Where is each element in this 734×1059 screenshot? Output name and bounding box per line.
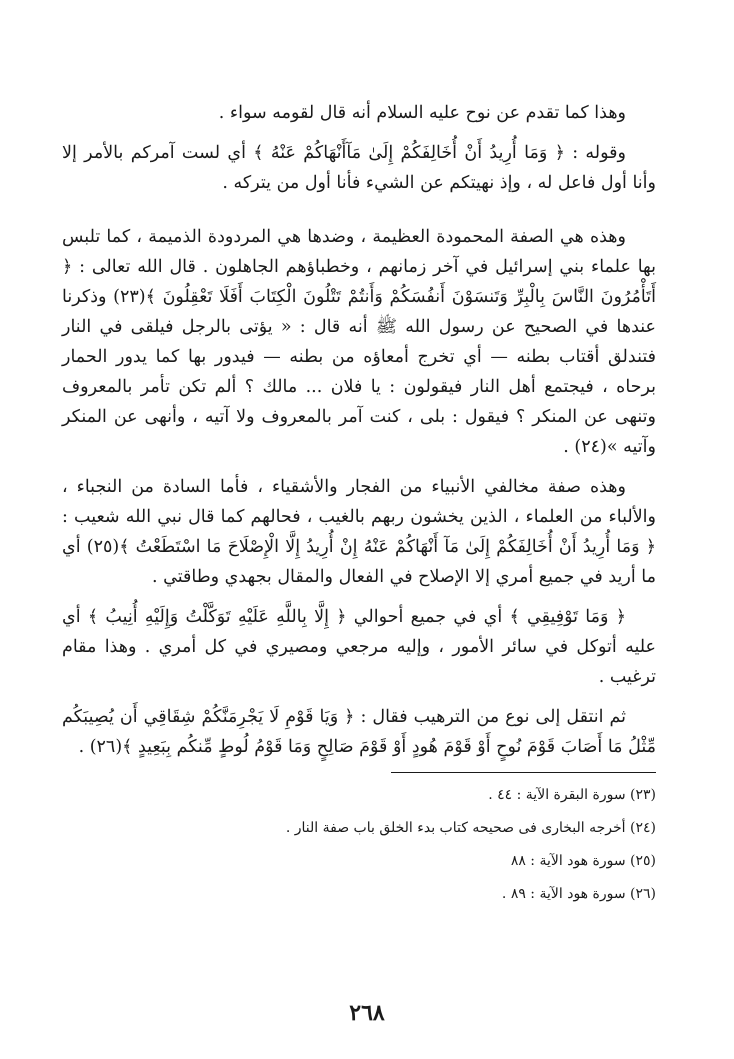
body-text <box>62 98 656 762</box>
page-number: ٢٦٨ <box>349 1000 385 1026</box>
footnote-24: (٢٤) أخرجه البخارى فى صحيحه كتاب بدء الخلق باب صفة النار . <box>285 820 656 836</box>
footnote-23: (٢٣) سورة البقرة الآية : ٤٤ . <box>488 787 656 803</box>
paragraph-2: وقوله : ﴿ وَمَا أُرِيدُ أَنْ أُخَالِفَكُمْ إِلَىٰ مَآأَنْهَاكُمْ عَنْهُ ﴾ أي لست آمركم بالأمر إلا وأنا أول فاعل له ، وإذ نهيتكم عن الشيء فأنا أول من يتركه . <box>62 143 656 193</box>
paragraph-1: وهذا كما تقدم عن نوح عليه السلام أنه قال لقومه سواء . <box>218 103 626 123</box>
footnote-25: (٢٥) سورة هود الآية : ٨٨ <box>510 853 656 869</box>
paragraph-4: وهذه صفة مخالفي الأنبياء من الفجار والأشقياء ، فأما السادة من النجباء ، والألباء من العلماء ، الذين يخشون ربهم بالغيب ، فحالهم كما قال نبي الله شعيب : ﴿ وَمَا أُرِيدُ أَنْ أُخَالِفَكُمْ إِلَىٰ مَآ أَنْهَاكُمْ عَنْهُ إِنْ أُرِيدُ إِلَّا الْإِصْلَاحَ مَا اسْتَطَعْتُ ﴾(٢٥) أي ما أريد في جميع أمري إلا الإصلاح في الفعال والمقال بجهدي وطاقتي . <box>62 477 656 587</box>
footnote-divider <box>391 772 656 773</box>
paragraph-5: ﴿ وَمَا تَوْفِيقِي ﴾ أي في جميع أحوالي ﴿ إِلَّا بِاللَّهِ عَلَيْهِ تَوَكَّلْتُ وَإِلَيْهِ أُنِيبُ ﴾ أي عليه أتوكل في سائر الأمور ، وإليه مرجعي ومصيري في كل أمري . وهذا مقام ترغيب . <box>62 607 656 687</box>
paragraph-3: وهذه هي الصفة المحمودة العظيمة ، وضدها هي المردودة الذميمة ، كما تلبس بها علماء بني إسرائيل في آخر زمانهم ، وخطباؤهم الجاهلون . قال الله تعالى : ﴿ أَتَأْمُرُونَ النَّاسَ بِالْبِرِّ وَتَنسَوْنَ أَنفُسَكُمْ وَأَنتُمْ تَتْلُونَ الْكِتَابَ أَفَلَا تَعْقِلُونَ ﴾(٢٣) وذكرنا عندها في الصحيح عن رسول الله ﷺ أنه قال : « يؤتى بالرجل فيلقى في النار فتندلق أقتاب بطنه — أي تخرج أمعاؤه من بطنه — فيدور بها كما يدور الحمار برحاه ، فيجتمع أهل النار فيقولون : يا فلان ... مالك ؟ ألم تكن تأمر بالمعروف وتنهى عن المنكر ؟ فيقول : بلى ، كنت آمر بالمعروف ولا آتيه ، وأنهى عن المنكر وآتيه »(٢٤) . <box>62 227 656 457</box>
footnotes <box>62 779 656 911</box>
footnote-26: (٢٦) سورة هود الآية : ٨٩ . <box>501 886 656 902</box>
paragraph-6: ثم انتقل إلى نوع من الترهيب فقال : ﴿ وَيَا قَوْمِ لَا يَجْرِمَنَّكُمْ شِقَاقِي أَن يُصِيبَكُم مِّثْلُ مَا أَصَابَ قَوْمَ نُوحٍ أَوْ قَوْمَ هُودٍ أَوْ قَوْمَ صَالِحٍ وَمَا قَوْمُ لُوطٍ مِّنكُم بِبَعِيدٍ ﴾(٢٦) . <box>62 707 656 757</box>
